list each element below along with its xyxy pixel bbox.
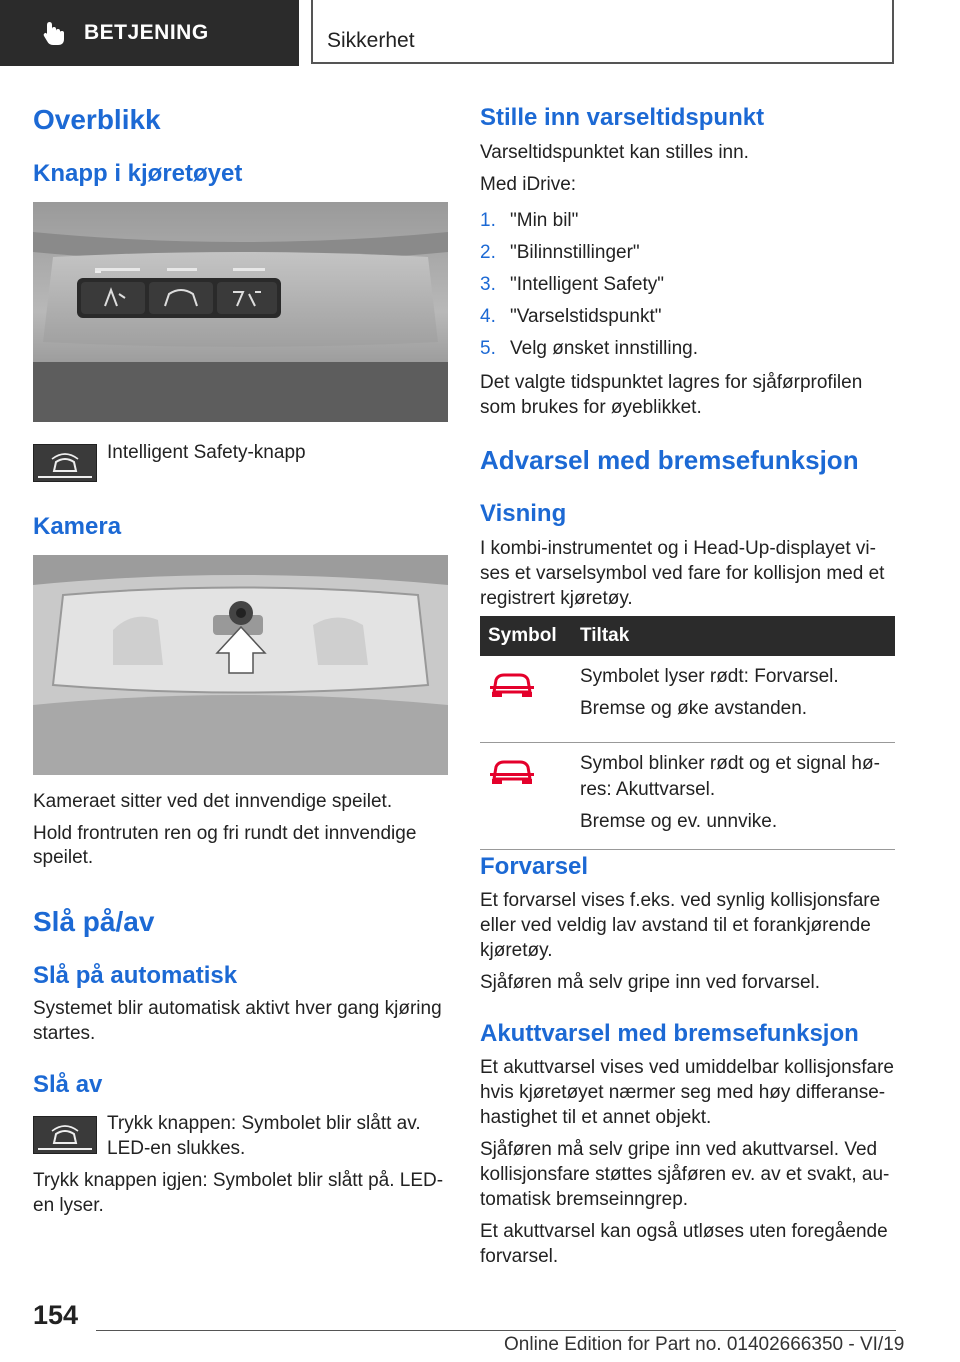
table-row <box>480 742 895 849</box>
display-text-2: ses et varselsymbol ved fare for kollisjon med et <box>480 563 885 584</box>
camera-text-2b: speilet. <box>33 847 94 868</box>
display-heading: Visning <box>480 500 567 527</box>
chapter-tab[interactable] <box>0 0 299 66</box>
acute-text-5: kollisjonsfare støttes sjåføren ev. av et svakt, au- <box>480 1164 890 1185</box>
list-item: 3. "Intelligent Safety" <box>480 274 664 295</box>
camera-photo <box>33 555 448 775</box>
footer-divider <box>96 1330 896 1331</box>
again-text-2: en lyser. <box>33 1195 104 1216</box>
row2-text-b: res: Akuttvarsel. <box>580 778 716 800</box>
page-number: 154 <box>33 1300 79 1330</box>
set-time-heading: Stille inn varseltidspunkt <box>480 104 765 131</box>
symbol-table <box>480 616 895 850</box>
prewarning-heading: Forvarsel <box>480 853 589 880</box>
col-symbol-header: Symbol <box>480 616 572 656</box>
warning-heading: Advarsel med bremsefunksjon <box>480 445 859 475</box>
acute-text-8: forvarsel. <box>480 1246 559 1267</box>
list-item: 4. "Varselstidspunkt" <box>480 306 662 327</box>
acute-text-6: tomatisk bremseinngrep. <box>480 1189 689 1210</box>
pre-text-1: Et forvarsel vises f.eks. ved synlig kollisjonsfare <box>480 890 881 911</box>
set-time-text-2: Med iDrive: <box>480 174 577 195</box>
row1-text-a: Symbolet lyser rødt: Forvarsel. <box>580 666 839 687</box>
section-title: Sikkerhet <box>327 29 415 52</box>
list-item: 2. "Bilinnstillinger" <box>480 242 640 263</box>
saved-text-2: som brukes for øyeblikket. <box>480 397 702 418</box>
button-panel-photo <box>33 202 448 422</box>
off-text-2: LED-en slukkes. <box>107 1138 246 1159</box>
acute-text-4: Sjåføren må selv gripe inn ved akuttvarsel. Ved <box>480 1139 878 1160</box>
display-text-1: I kombi-instrumentet og i Head-Up-displayet vi- <box>480 538 876 559</box>
row2-text-c: Bremse og ev. unnvike. <box>580 810 778 832</box>
auto-on-text-1: Systemet blir automatisk aktivt hver gang kjøring <box>33 998 442 1019</box>
acute-heading: Akuttvarsel med bremsefunksjon <box>480 1020 859 1047</box>
table-row <box>480 656 895 742</box>
set-time-text-1: Varseltidspunktet kan stilles inn. <box>480 142 749 163</box>
red-car-warning-flashing-icon <box>488 757 536 787</box>
red-car-warning-icon <box>488 670 536 700</box>
acute-text-3: hastighet til et annet objekt. <box>480 1107 712 1128</box>
row2-text-a: Symbol blinker rødt og et signal hø- <box>580 752 880 774</box>
col-action-header: Tiltak <box>572 616 895 656</box>
camera-heading: Kamera <box>33 513 122 540</box>
onoff-heading: Slå på/av <box>33 906 155 937</box>
pre-text-3: kjøretøy. <box>480 940 553 961</box>
safety-button-symbol-off <box>33 1116 97 1154</box>
list-item: 1. "Min bil" <box>480 210 579 231</box>
chapter-tab-label: BETJENING <box>84 21 209 44</box>
acute-text-7: Et akuttvarsel kan også utløses uten foregående <box>480 1221 888 1242</box>
acute-text-1: Et akuttvarsel vises ved umiddelbar kollisjonsfare <box>480 1057 894 1078</box>
edition-text: Online Edition for Part no. 01402666350 - VI/19 <box>504 1334 905 1355</box>
auto-on-text-2: startes. <box>33 1023 96 1044</box>
section-header <box>311 0 894 64</box>
pre-text-2: eller ved veldig lav avstand til et forankjørende <box>480 915 871 936</box>
camera-text-1: Kameraet sitter ved det innvendige speilet. <box>33 791 393 812</box>
button-caption: Intelligent Safety-knapp <box>107 442 306 463</box>
safety-button-symbol <box>33 444 97 482</box>
display-text-3: registrert kjøretøy. <box>480 588 633 609</box>
saved-text-1: Det valgte tidspunktet lagres for sjåførprofilen <box>480 372 863 393</box>
camera-text-2a: Hold frontruten ren og fri rundt det innvendige <box>33 823 417 844</box>
button-heading: Knapp i kjøretøyet <box>33 160 243 187</box>
idrive-steps <box>480 205 900 365</box>
auto-on-heading: Slå på automatisk <box>33 962 238 989</box>
acute-text-2: hvis kjøretøyet nærmer seg med høy differanse- <box>480 1082 886 1103</box>
overview-heading: Overblikk <box>33 104 161 135</box>
again-text-1: Trykk knappen igjen: Symbolet blir slått på. LED- <box>33 1170 444 1191</box>
hand-pointer-icon <box>38 17 70 49</box>
row1-text-b: Bremse og øke avstanden. <box>580 698 808 719</box>
off-text-1: Trykk knappen: Symbolet blir slått av. <box>107 1113 421 1134</box>
list-item: 5. Velg ønsket innstilling. <box>480 338 698 359</box>
pre-text-4: Sjåføren må selv gripe inn ved forvarsel. <box>480 972 821 993</box>
off-heading: Slå av <box>33 1071 103 1098</box>
